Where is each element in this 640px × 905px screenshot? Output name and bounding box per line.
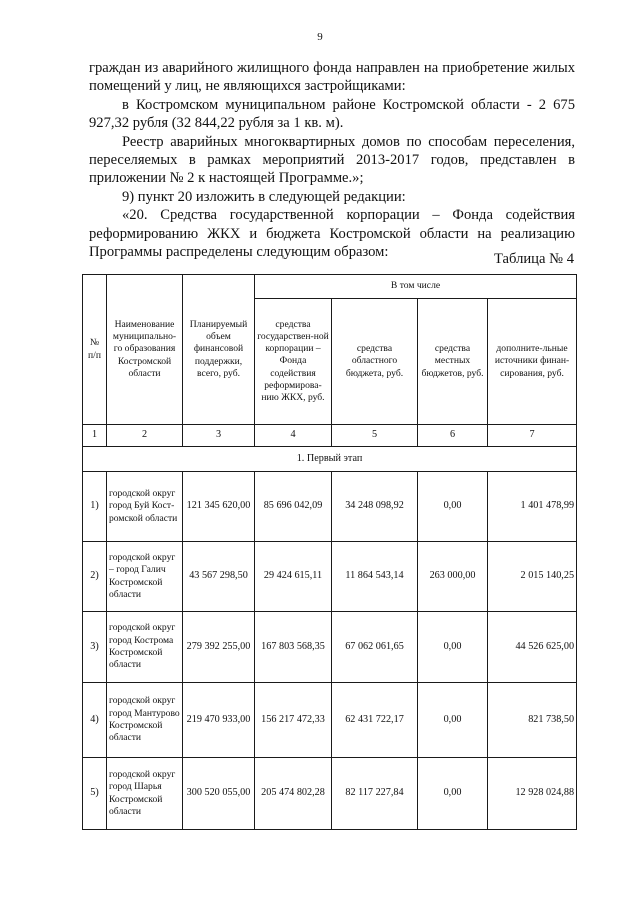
total-amount: 300 520 055,00 [183,758,255,830]
local-amount: 0,00 [418,612,488,683]
regional-amount: 34 248 098,92 [332,472,418,542]
table-caption: Таблица № 4 [494,251,574,267]
total-amount: 121 345 620,00 [183,472,255,542]
regional-amount: 67 062 061,65 [332,612,418,683]
table-row [83,612,577,683]
paragraph: «20. Средства государственной корпорации – Фонда содействия реформированию ЖКХ и бюджета Костромской области на реализацию Программы распределены следующим образом: [89,207,575,261]
column-number: 5 [332,425,418,447]
column-number: 3 [183,425,255,447]
stage-row [83,447,577,472]
additional-amount: 821 738,50 [488,683,577,758]
header-local: средства местных бюджетов, руб. [418,299,488,425]
column-number: 7 [488,425,577,447]
column-number: 2 [107,425,183,447]
header-including: В том числе [255,275,577,299]
row-number: 5) [83,758,107,830]
local-amount: 0,00 [418,683,488,758]
column-number: 4 [255,425,332,447]
regional-amount: 11 864 543,14 [332,542,418,612]
column-number: 1 [83,425,107,447]
header-fund: средства государствен-ной корпорации – Фонда содействия реформирова-нию ЖКХ, руб. [255,299,332,425]
header-num: № п/п [83,275,107,425]
regional-amount: 62 431 722,17 [332,683,418,758]
municipality-name: городской округ город Кострома Костромской области [107,612,183,683]
regional-amount: 82 117 227,84 [332,758,418,830]
additional-amount: 12 928 024,88 [488,758,577,830]
row-number: 4) [83,683,107,758]
fund-amount: 167 803 568,35 [255,612,332,683]
fund-amount: 29 424 615,11 [255,542,332,612]
paragraph: в Костромском муниципальном районе Костромской области - 2 675 927,32 рубля (32 844,22 рубля за 1 кв. м). [89,96,575,132]
municipality-name: городской округ – город Галич Костромской области [107,542,183,612]
fund-amount: 205 474 802,28 [255,758,332,830]
table-row [83,758,577,830]
funding-table [82,274,577,830]
header-name: Наименование муниципально-го образования Костромской области [107,275,183,425]
table-row [83,472,577,542]
local-amount: 0,00 [418,758,488,830]
local-amount: 0,00 [418,472,488,542]
table-row [83,683,577,758]
column-number-row [83,425,577,447]
municipality-name: городской округ город Шарья Костромской области [107,758,183,830]
column-number: 6 [418,425,488,447]
row-number: 3) [83,612,107,683]
table-row [83,542,577,612]
municipality-name: городской округ город Мантурово Костромской области [107,683,183,758]
header-total: Планируемый объем финансовой поддержки, всего, руб. [183,275,255,425]
municipality-name: городской округ город Буй Кост-ромской области [107,472,183,542]
fund-amount: 156 217 472,33 [255,683,332,758]
stage-title: 1. Первый этап [83,447,577,472]
row-number: 1) [83,472,107,542]
total-amount: 43 567 298,50 [183,542,255,612]
paragraph: 9) пункт 20 изложить в следующей редакции: [122,188,406,205]
header-additional: дополните-льные источники финан-сирования, руб. [488,299,577,425]
additional-amount: 1 401 478,99 [488,472,577,542]
total-amount: 219 470 933,00 [183,683,255,758]
local-amount: 263 000,00 [418,542,488,612]
additional-amount: 2 015 140,25 [488,542,577,612]
row-number: 2) [83,542,107,612]
paragraph: Реестр аварийных многоквартирных домов по способам переселения, переселяемых в рамках мероприятий 2013-2017 годов, представлен в приложении № 2 к настоящей Программе.»; [89,133,575,187]
fund-amount: 85 696 042,09 [255,472,332,542]
page-number: 9 [317,31,323,43]
body-text [89,59,575,261]
total-amount: 279 392 255,00 [183,612,255,683]
header-regional: средства областного бюджета, руб. [332,299,418,425]
additional-amount: 44 526 625,00 [488,612,577,683]
paragraph: граждан из аварийного жилищного фонда направлен на приобретение жилых помещений у лиц, не являющихся застройщиками: [89,60,575,95]
